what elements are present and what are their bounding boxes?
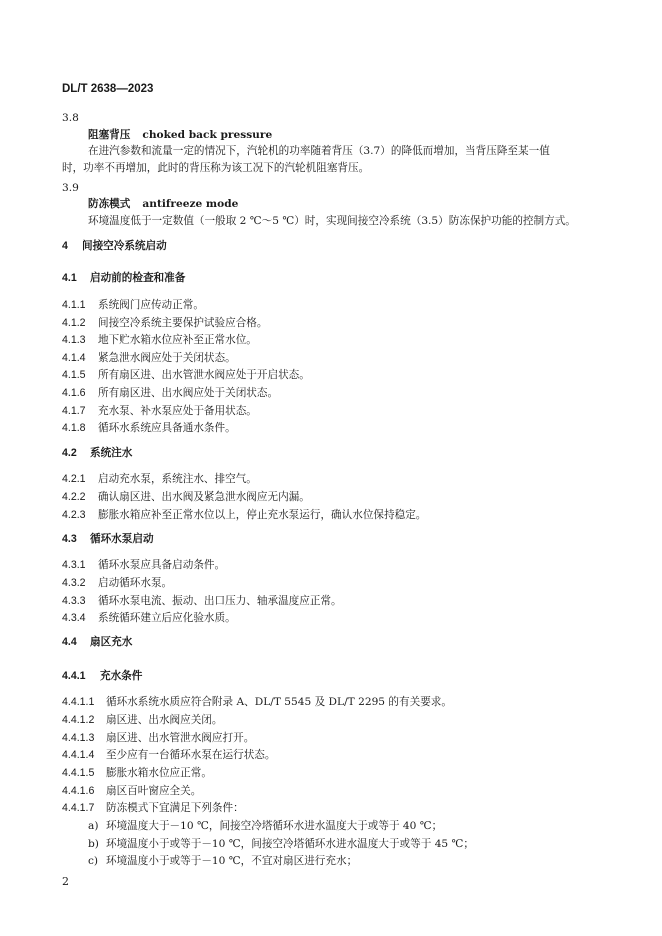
item-number: 4.1.5 (62, 369, 86, 381)
sub-item-label: c) (88, 855, 99, 867)
subsection-title: 系统注水 (90, 447, 133, 459)
subsection-heading (62, 270, 185, 286)
section-heading (62, 238, 167, 254)
item-number: 4.4.1.7 (62, 802, 95, 814)
item-text: 确认扇区进、出水阀及紧急泄水阀应无内漏。 (98, 491, 310, 503)
item-number: 4.2.2 (62, 491, 86, 503)
item-number: 4.4.1.1 (62, 696, 95, 708)
item-number: 4.1.6 (62, 387, 86, 399)
item-number: 4.4.1.4 (62, 749, 95, 761)
list-item (62, 765, 212, 781)
subsection-number: 4.4 (62, 636, 77, 648)
subsection-number: 4.3 (62, 533, 77, 545)
term-definition-cont: 时，功率不再增加，此时的背压称为该工况下的汽轮机阻塞背压。 (62, 162, 370, 174)
section-title: 间接空冷系统启动 (82, 240, 167, 252)
term-title-en: antifreeze mode (142, 198, 239, 210)
subsection-title: 扇区充水 (90, 636, 133, 648)
subsection-number: 4.2 (62, 447, 77, 459)
term-definition: 环境温度低于一定数值（一般取 2 ℃～5 ℃）时，实现间接空冷系统（3.5）防冻保护功能的控制方式。 (88, 215, 576, 227)
list-item (62, 471, 257, 487)
item-text: 膨胀水箱应补至正常水位以上，停止充水泵运行，确认水位保持稳定。 (98, 509, 427, 521)
item-number: 4.3.2 (62, 577, 86, 589)
item-text: 地下贮水箱水位应补至正常水位。 (98, 334, 257, 346)
subsection-number: 4.1 (62, 272, 77, 284)
subsection-heading (62, 634, 132, 650)
section-number: 4 (62, 240, 68, 252)
item-text: 扇区百叶窗应全关。 (106, 785, 202, 797)
subsection-title: 启动前的检查和准备 (90, 272, 186, 284)
list-item (62, 297, 204, 313)
term-number: 3.9 (62, 182, 79, 194)
term-number: 3.8 (62, 112, 79, 124)
item-text: 启动循环水泵。 (98, 577, 173, 589)
item-text: 防冻模式下宜满足下列条件： (106, 802, 244, 814)
item-number: 4.3.3 (62, 595, 86, 607)
list-item (62, 350, 236, 366)
item-number: 4.1.4 (62, 352, 86, 364)
item-text: 扇区进、出水管泄水阀应打开。 (106, 732, 255, 744)
sub-list-item (88, 853, 357, 869)
sub-item-label: a) (88, 820, 99, 832)
list-item (62, 747, 276, 763)
sub-list-item (88, 836, 474, 852)
item-number: 4.2.1 (62, 473, 86, 485)
item-number: 4.1.1 (62, 299, 86, 311)
item-number: 4.1.3 (62, 334, 86, 346)
sub-item-text: 环境温度小于或等于－10 ℃，不宜对扇区进行充水； (106, 855, 358, 867)
list-item (62, 420, 236, 436)
item-number: 4.1.7 (62, 405, 86, 417)
item-number: 4.1.8 (62, 422, 86, 434)
item-number: 4.4.1.6 (62, 785, 95, 797)
page-number: 2 (62, 875, 69, 888)
item-number: 4.1.2 (62, 317, 86, 329)
subsubsection-title: 充水条件 (100, 670, 143, 682)
item-text: 系统阀门应传动正常。 (98, 299, 204, 311)
list-item (62, 403, 257, 419)
subsection-heading (62, 531, 154, 547)
item-number: 4.3.4 (62, 612, 86, 624)
item-text: 紧急泄水阀应处于关闭状态。 (98, 352, 236, 364)
list-item (62, 783, 201, 799)
item-text: 间接空冷系统主要保护试验应合格。 (98, 317, 268, 329)
subsection-title: 循环水泵启动 (90, 533, 154, 545)
term-title-cn: 防冻模式 (88, 198, 131, 210)
sub-item-text: 环境温度大于－10 ℃，间接空冷塔循环水进水温度大于或等于 40 ℃； (106, 820, 443, 832)
sub-item-text: 环境温度小于或等于－10 ℃，间接空冷塔循环水进水温度大于或等于 45 ℃； (106, 838, 474, 850)
list-item (62, 367, 310, 383)
item-text: 至少应有一台循环水泵在运行状态。 (106, 749, 276, 761)
item-number: 4.2.3 (62, 509, 86, 521)
item-text: 循环水泵应具备启动条件。 (98, 559, 226, 571)
subsubsection-number: 4.4.1 (62, 670, 86, 682)
item-text: 循环水系统应具备通水条件。 (98, 422, 236, 434)
item-number: 4.3.1 (62, 559, 86, 571)
term-title (88, 127, 272, 143)
subsection-heading (62, 445, 132, 461)
list-item (62, 593, 342, 609)
term-definition: 在进汽参数和流量一定的情况下，汽轮机的功率随着背压（3.7）的降低而增加，当背压降至某一值 (88, 145, 550, 157)
subsubsection-heading (62, 668, 142, 684)
list-item (62, 385, 278, 401)
term-title-cn: 阻塞背压 (88, 129, 131, 141)
list-item (62, 315, 268, 331)
item-text: 膨胀水箱水位应正常。 (106, 767, 212, 779)
sub-item-label: b) (88, 838, 99, 850)
item-number: 4.4.1.3 (62, 732, 95, 744)
item-text: 扇区进、出水阀应关闭。 (106, 714, 223, 726)
item-text: 循环水泵电流、振动、出口压力、轴承温度应正常。 (98, 595, 342, 607)
item-text: 充水泵、补水泵应处于备用状态。 (98, 405, 257, 417)
list-item (62, 712, 223, 728)
item-number: 4.4.1.5 (62, 767, 95, 779)
standard-code: DL/T 2638—2023 (62, 83, 154, 95)
item-number: 4.4.1.2 (62, 714, 95, 726)
item-text: 所有扇区进、出水阀应处于关闭状态。 (98, 387, 279, 399)
list-item (62, 694, 452, 710)
item-text: 循环水系统水质应符合附录 A、DL/T 5545 及 DL/T 2295 的有关要求。 (106, 696, 452, 708)
term-title (88, 196, 238, 212)
sub-list-item (88, 818, 442, 834)
list-item (62, 489, 310, 505)
item-text: 所有扇区进、出水管泄水阀应处于开启状态。 (98, 369, 310, 381)
list-item (62, 575, 172, 591)
item-text: 启动充水泵，系统注水、排空气。 (98, 473, 257, 485)
item-text: 系统循环建立后应化验水质。 (98, 612, 236, 624)
list-item (62, 730, 254, 746)
list-item (62, 507, 426, 523)
term-title-en: choked back pressure (142, 129, 273, 141)
list-item (62, 610, 236, 626)
list-item (62, 557, 225, 573)
list-item (62, 332, 257, 348)
list-item (62, 800, 244, 816)
